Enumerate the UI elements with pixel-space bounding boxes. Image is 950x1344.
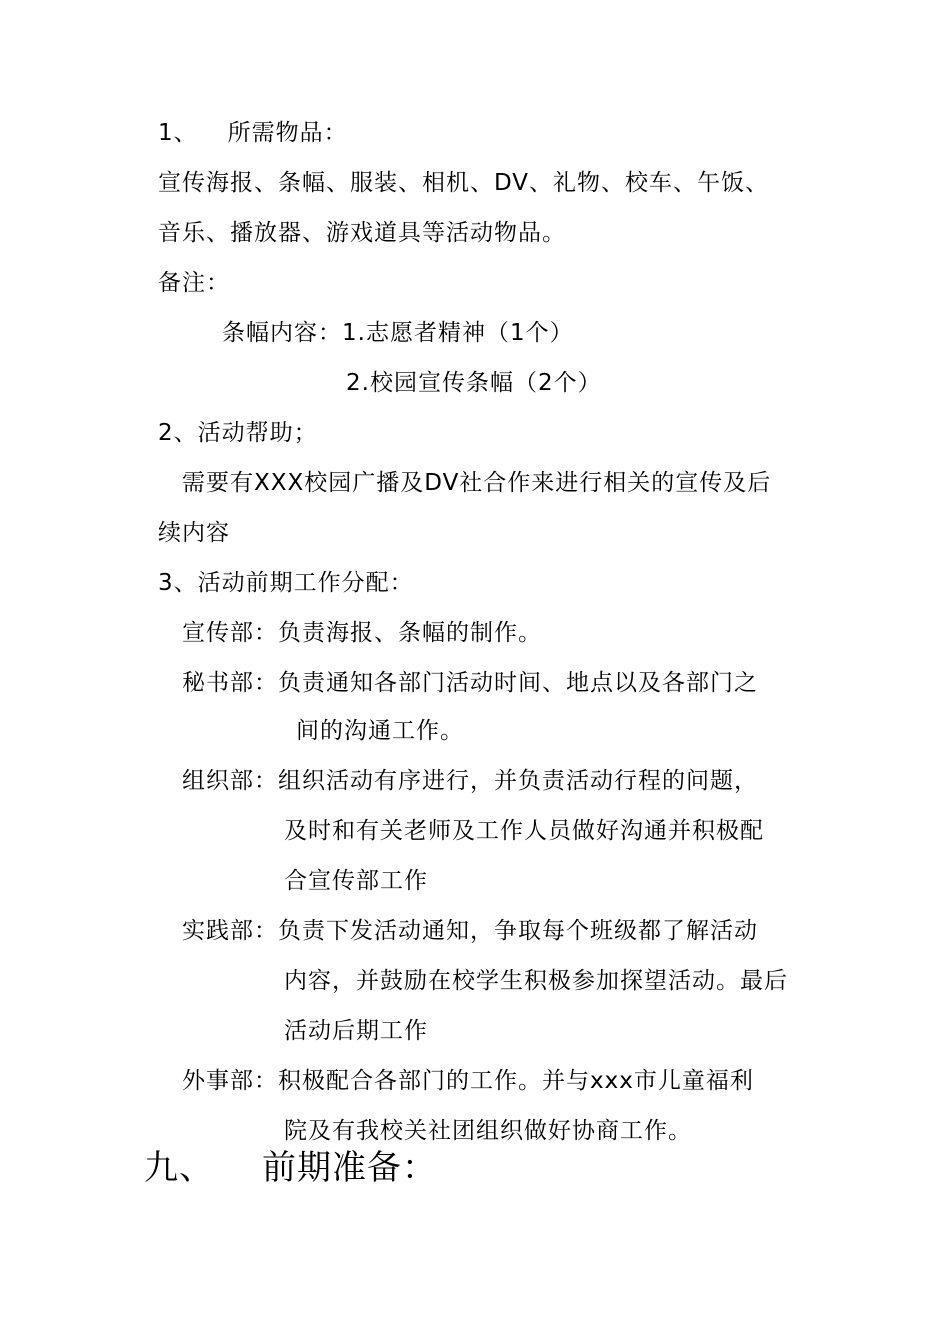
dept-external-affairs: [182, 1066, 754, 1096]
dept-duty-line: 组织活动有序进行，并负责活动行程的问题，: [278, 768, 758, 794]
dept-organization: [182, 766, 758, 796]
section-9-title: 前期准备：: [262, 1148, 437, 1188]
dept-duty-line: 间的沟通工作。: [296, 718, 464, 744]
dept-name: 实践部：: [182, 918, 278, 944]
section-2-heading: 2、活动帮助；: [158, 420, 318, 446]
section-1-title: 所需物品：: [227, 120, 348, 146]
section-9-number: 九、: [144, 1148, 214, 1188]
section-1-number: 1、: [158, 120, 198, 146]
dept-duty-line: 内容，并鼓励在校学生积极参加探望活动。最后: [284, 968, 788, 994]
dept-name: 秘书部：: [182, 670, 278, 696]
dept-secretariat: [182, 668, 758, 698]
items-line-1: 宣传海报、条幅、服装、相机、DV、礼物、校车、午饭、: [158, 170, 770, 196]
note-label: 备注：: [158, 270, 230, 296]
dept-duty-line: 院及有我校关社团组织做好协商工作。: [284, 1118, 692, 1144]
dept-name: 组织部：: [182, 768, 278, 794]
dept-duty-line: 合宣传部工作: [284, 868, 428, 894]
dept-practice: [182, 916, 758, 946]
section-3-heading: 3、活动前期工作分配：: [158, 570, 414, 596]
dept-duty-line: 负责通知各部门活动时间、地点以及各部门之: [278, 670, 758, 696]
section-9-heading: [144, 1146, 437, 1190]
dept-duty-line: 负责下发活动通知，争取每个班级都了解活动: [278, 918, 758, 944]
items-line-2: 音乐、播放器、游戏道具等活动物品。: [158, 220, 566, 246]
dept-name: 宣传部：: [182, 620, 278, 646]
banner-content-line-1: 条幅内容：1.志愿者精神（1个）: [222, 320, 574, 346]
dept-duty-line: 及时和有关老师及工作人员做好沟通并积极配: [284, 818, 764, 844]
dept-name: 外事部：: [182, 1068, 278, 1094]
dept-duty-line: 负责海报、条幅的制作。: [278, 620, 542, 646]
dept-duty-line: 活动后期工作: [284, 1018, 428, 1044]
section-2-body-line-2: 续内容: [158, 520, 230, 546]
dept-duty-line: 积极配合各部门的工作。并与xxx市儿童福利: [278, 1068, 754, 1094]
banner-content-line-2: 2.校园宣传条幅（2个）: [346, 370, 602, 396]
section-2-body-line-1: 需要有XXX校园广播及DV社合作来进行相关的宣传及后: [182, 470, 772, 496]
section-1-heading: [158, 118, 348, 148]
dept-publicity: [182, 618, 542, 648]
